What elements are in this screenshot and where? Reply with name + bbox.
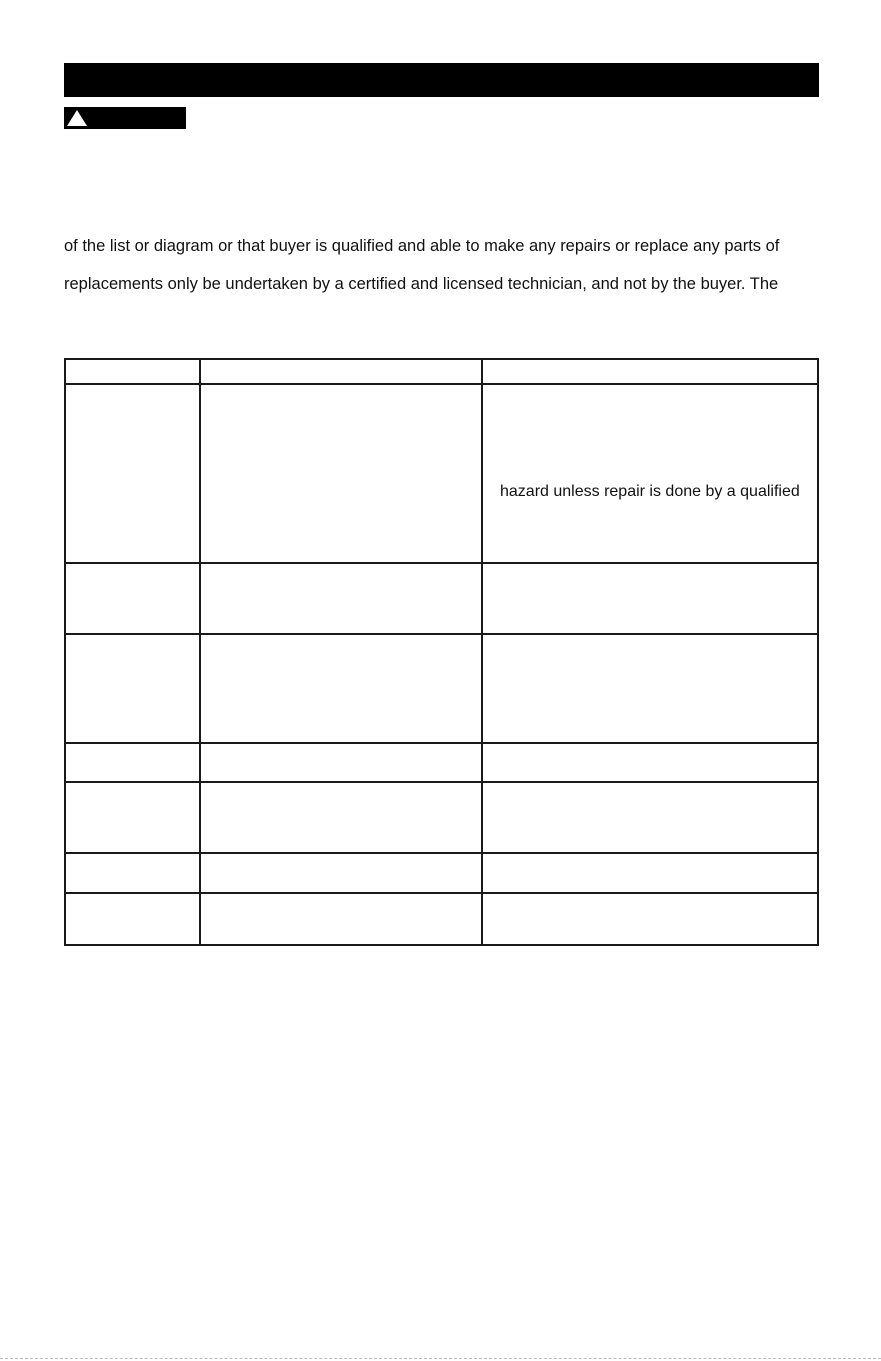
paragraph-line-2: replacements only be undertaken by a certified and licensed technician, and not by the buyer. The (64, 275, 779, 293)
table-row-divider (64, 562, 819, 564)
warning-label (64, 107, 186, 129)
table-row-divider (64, 742, 819, 744)
table-row-divider (64, 892, 819, 894)
table-row-divider (64, 633, 819, 635)
table-cell-solution: hazard unless repair is done by a qualified (500, 483, 800, 500)
table-header-divider (64, 383, 819, 385)
table-column-divider (199, 358, 201, 946)
warning-triangle-icon (66, 109, 88, 127)
table-row-divider (64, 852, 819, 854)
section-title-bar (64, 63, 819, 97)
troubleshooting-table (64, 358, 819, 946)
table-row-divider (64, 781, 819, 783)
page-edge-divider (0, 1358, 881, 1359)
paragraph-line-1: of the list or diagram or that buyer is qualified and able to make any repairs or replace any parts of (64, 237, 780, 255)
table-column-divider (481, 358, 483, 946)
